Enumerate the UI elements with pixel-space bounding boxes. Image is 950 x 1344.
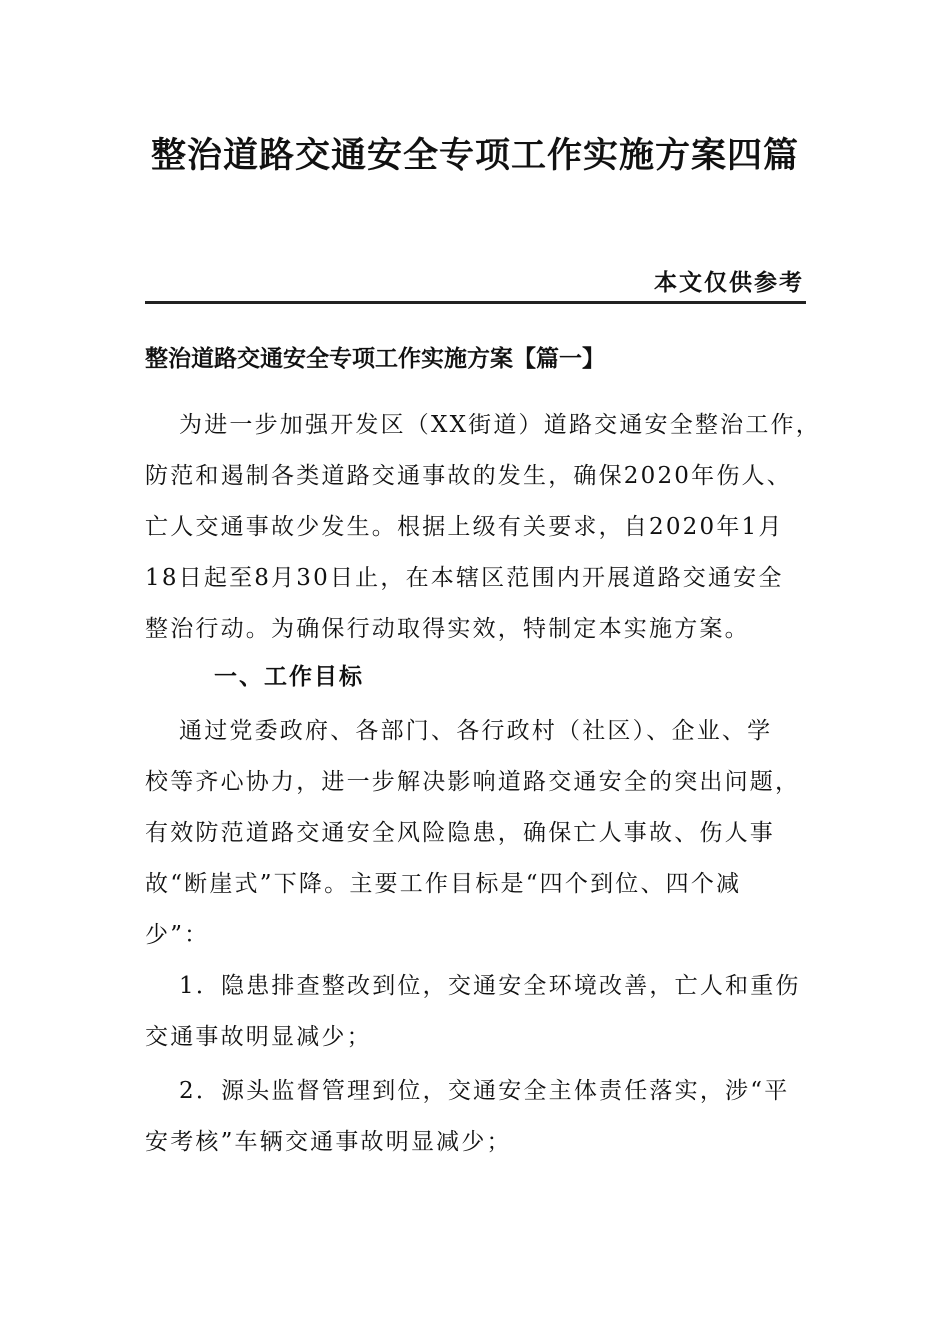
paragraph-line: 故“断崖式”下降。主要工作目标是“四个到位、四个减 bbox=[145, 871, 742, 897]
paragraph-line: 校等齐心协力，进一步解决影响道路交通安全的突出问题， bbox=[145, 769, 801, 795]
paragraph-line: 为进一步加强开发区（XX街道）道路交通安全整治工作， bbox=[179, 412, 821, 438]
paragraph-line: 少”： bbox=[145, 922, 210, 948]
paragraph-line: 整治行动。为确保行动取得实效，特制定本实施方案。 bbox=[145, 616, 750, 642]
intro-paragraph bbox=[145, 400, 821, 655]
header-divider bbox=[145, 301, 806, 304]
paragraph-line: 亡人交通事故少发生。根据上级有关要求，自2020年1月 bbox=[145, 514, 784, 540]
section-title: 整治道路交通安全专项工作实施方案【篇一】 bbox=[145, 345, 605, 372]
goal-item-1 bbox=[145, 961, 806, 1063]
paragraph-line: 安考核”车辆交通事故明显减少； bbox=[145, 1129, 512, 1155]
reference-note: 本文仅供参考 bbox=[654, 269, 804, 296]
paragraph-line: 有效防范道路交通安全风险隐患，确保亡人事故、伤人事 bbox=[145, 820, 775, 846]
goals-paragraph bbox=[145, 706, 806, 961]
document-title: 整治道路交通安全专项工作实施方案四篇 bbox=[150, 135, 799, 176]
heading-work-goals: 一、工作目标 bbox=[214, 663, 364, 690]
paragraph-line: 2．源头监督管理到位，交通安全主体责任落实，涉“平 bbox=[179, 1078, 790, 1104]
paragraph-line: 交通事故明显减少； bbox=[145, 1024, 372, 1050]
goal-item-2 bbox=[145, 1066, 806, 1168]
paragraph-line: 18日起至8月30日止，在本辖区范围内开展道路交通安全 bbox=[145, 565, 784, 591]
paragraph-line: 通过党委政府、各部门、各行政村（社区）、企业、学 bbox=[179, 718, 773, 744]
paragraph-line: 防范和遏制各类道路交通事故的发生，确保2020年伤人、 bbox=[145, 463, 792, 489]
paragraph-line: 1．隐患排查整改到位，交通安全环境改善，亡人和重伤 bbox=[179, 973, 801, 999]
